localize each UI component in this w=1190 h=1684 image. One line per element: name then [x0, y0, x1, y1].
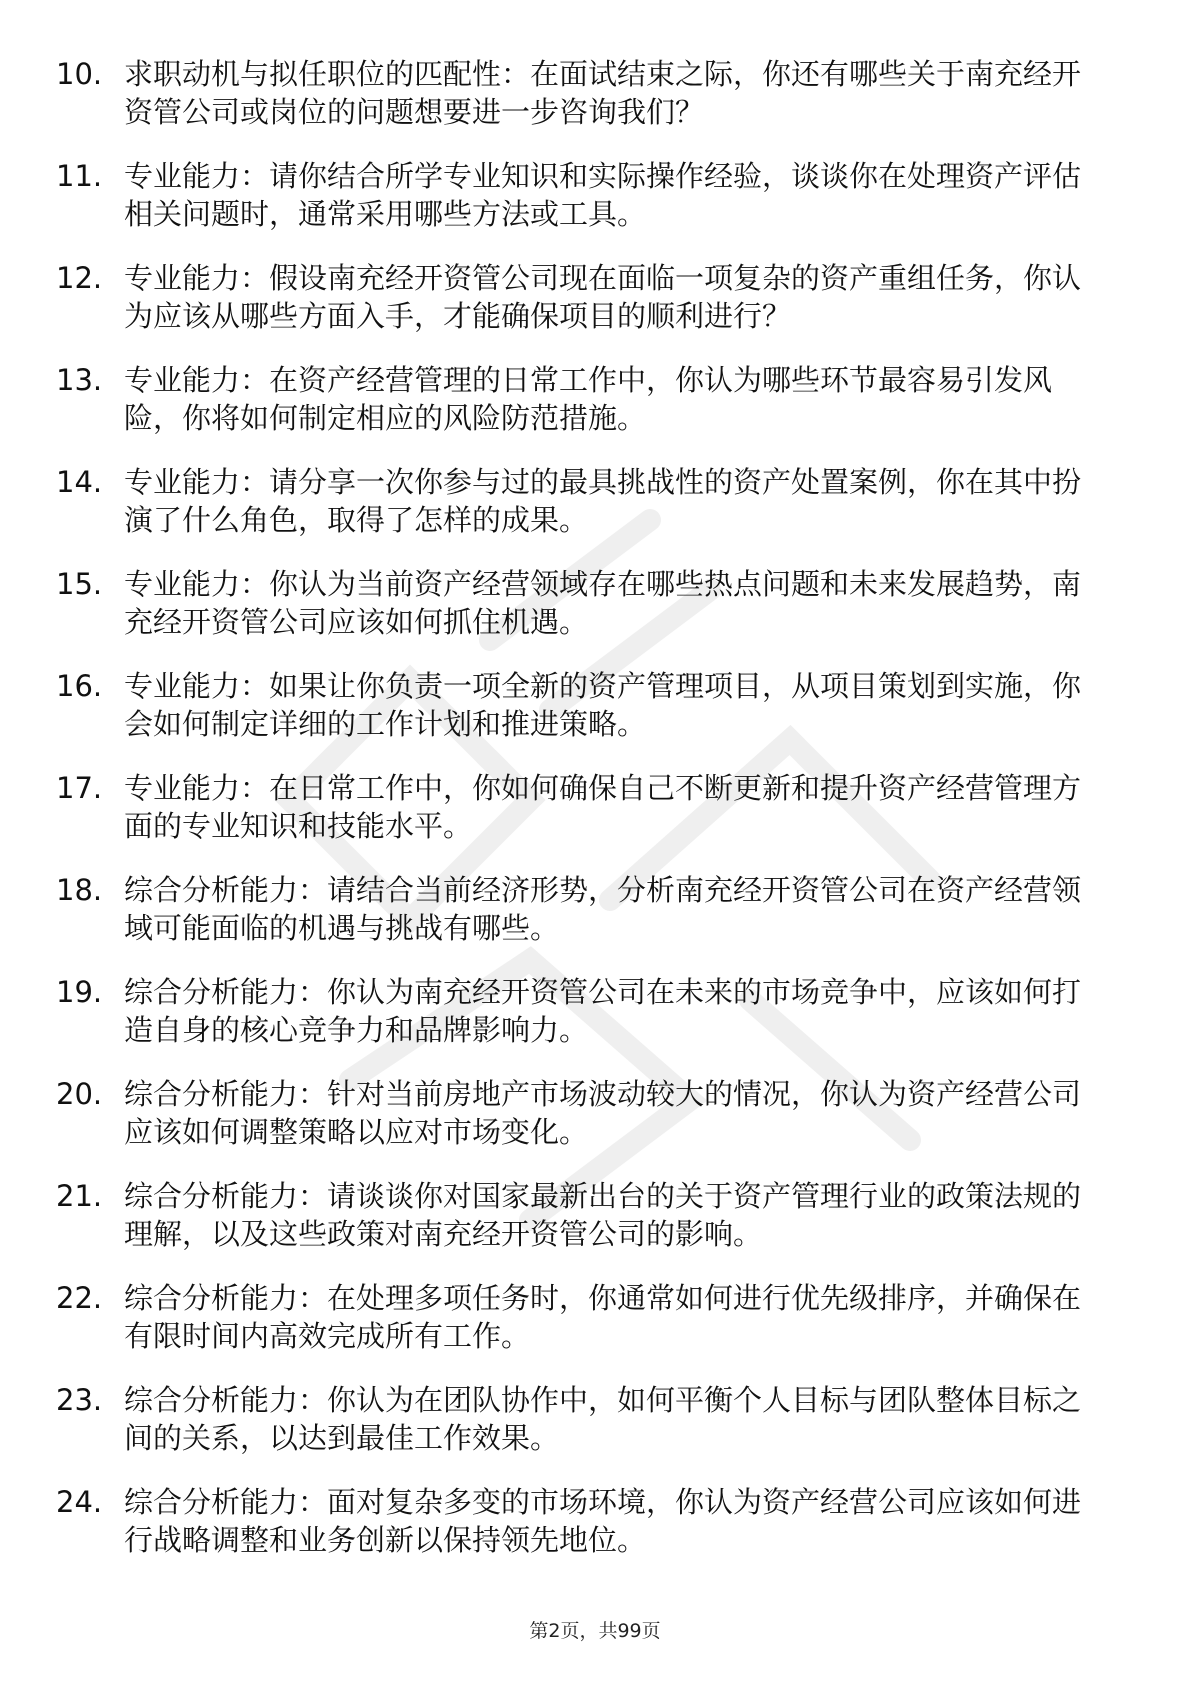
question-item	[0, 455, 1190, 557]
question-number: 21.	[56, 1179, 103, 1213]
question-item	[0, 1067, 1190, 1169]
question-number: 17.	[56, 771, 103, 805]
question-text: 专业能力：假设南充经开资管公司现在面临一项复杂的资产重组任务，你认为应该从哪些方面入手，才能确保项目的顺利进行？	[124, 261, 1082, 333]
question-item	[0, 1373, 1190, 1475]
question-number: 13.	[56, 363, 103, 397]
question-text: 专业能力：在日常工作中，你如何确保自己不断更新和提升资产经营管理方面的专业知识和技能水平。	[124, 771, 1082, 843]
question-number: 19.	[56, 975, 103, 1009]
question-item	[0, 659, 1190, 761]
question-item	[0, 557, 1190, 659]
question-item	[0, 1169, 1190, 1271]
question-number: 20.	[56, 1077, 103, 1111]
question-item	[0, 149, 1190, 251]
question-number: 22.	[56, 1281, 103, 1315]
question-item	[0, 251, 1190, 353]
question-item	[0, 47, 1190, 149]
question-text: 综合分析能力：针对当前房地产市场波动较大的情况，你认为资产经营公司应该如何调整策略以应对市场变化。	[124, 1077, 1082, 1149]
page-number: 第2页，共99页	[529, 1620, 661, 1642]
question-text: 综合分析能力：面对复杂多变的市场环境，你认为资产经营公司应该如何进行战略调整和业务创新以保持领先地位。	[124, 1485, 1082, 1557]
question-item	[0, 1271, 1190, 1373]
question-text: 综合分析能力：你认为南充经开资管公司在未来的市场竞争中，应该如何打造自身的核心竞争力和品牌影响力。	[124, 975, 1082, 1047]
question-text: 专业能力：在资产经营管理的日常工作中，你认为哪些环节最容易引发风险，你将如何制定相应的风险防范措施。	[124, 363, 1053, 435]
question-number: 23.	[56, 1383, 103, 1417]
question-number: 18.	[56, 873, 103, 907]
question-number: 12.	[56, 261, 103, 295]
question-item	[0, 863, 1190, 965]
question-number: 10.	[56, 57, 103, 91]
question-number: 24.	[56, 1485, 103, 1519]
question-number: 16.	[56, 669, 103, 703]
question-text: 专业能力：如果让你负责一项全新的资产管理项目，从项目策划到实施，你会如何制定详细的工作计划和推进策略。	[124, 669, 1082, 741]
question-item	[0, 761, 1190, 863]
question-number: 14.	[56, 465, 103, 499]
question-text: 综合分析能力：在处理多项任务时，你通常如何进行优先级排序，并确保在有限时间内高效完成所有工作。	[124, 1281, 1082, 1353]
question-item	[0, 353, 1190, 455]
question-item	[0, 1475, 1190, 1577]
question-text: 求职动机与拟任职位的匹配性：在面试结束之际，你还有哪些关于南充经开资管公司或岗位的问题想要进一步咨询我们？	[124, 57, 1082, 129]
question-list	[0, 47, 1190, 1577]
question-text: 专业能力：请分享一次你参与过的最具挑战性的资产处置案例，你在其中扮演了什么角色，取得了怎样的成果。	[124, 465, 1082, 537]
question-text: 专业能力：请你结合所学专业知识和实际操作经验，谈谈你在处理资产评估相关问题时，通常采用哪些方法或工具。	[124, 159, 1082, 231]
question-text: 综合分析能力：请结合当前经济形势，分析南充经开资管公司在资产经营领域可能面临的机遇与挑战有哪些。	[124, 873, 1082, 945]
question-number: 15.	[56, 567, 103, 601]
question-item	[0, 965, 1190, 1067]
question-text: 综合分析能力：你认为在团队协作中，如何平衡个人目标与团队整体目标之间的关系，以达到最佳工作效果。	[124, 1383, 1082, 1455]
question-text: 专业能力：你认为当前资产经营领域存在哪些热点问题和未来发展趋势，南充经开资管公司应该如何抓住机遇。	[124, 567, 1082, 639]
page-footer	[0, 1616, 1190, 1643]
question-text: 综合分析能力：请谈谈你对国家最新出台的关于资产管理行业的政策法规的理解，以及这些政策对南充经开资管公司的影响。	[124, 1179, 1082, 1251]
question-number: 11.	[56, 159, 103, 193]
